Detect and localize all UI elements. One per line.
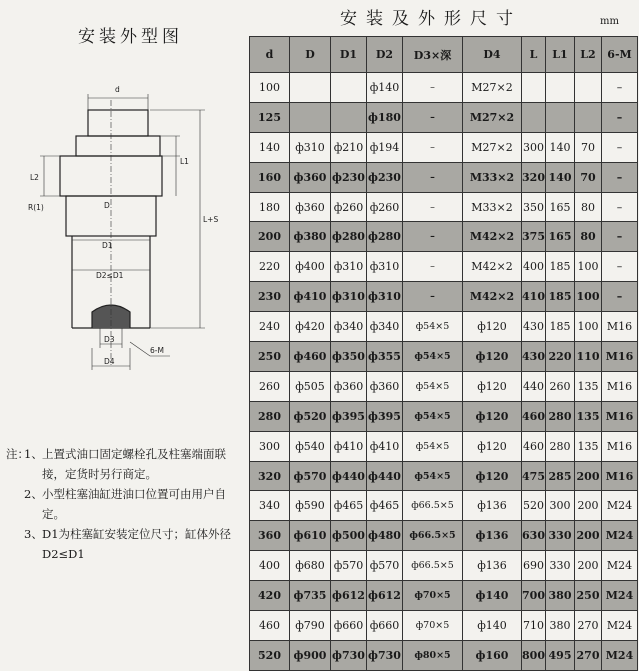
table-row <box>250 640 638 670</box>
table-cell: 200 <box>575 521 602 551</box>
table-cell: 375 <box>522 222 546 252</box>
table-row <box>250 401 638 431</box>
table-cell: 200 <box>575 461 602 491</box>
table-cell: 200 <box>575 551 602 581</box>
table-cell: 220 <box>250 252 290 282</box>
table-cell: M24 <box>602 491 638 521</box>
table-cell: 520 <box>522 491 546 521</box>
table-cell: 300 <box>250 431 290 461</box>
note-number: 1、 <box>24 447 43 461</box>
table-cell: ф460 <box>290 342 331 372</box>
table-cell: M24 <box>602 521 638 551</box>
table-row <box>250 132 638 162</box>
table-cell <box>290 102 331 132</box>
table-row <box>250 342 638 372</box>
table-row <box>250 431 638 461</box>
table-header-row <box>250 37 638 73</box>
table-cell: – <box>602 192 638 222</box>
dim-D-label: D <box>104 201 110 210</box>
table-row <box>250 192 638 222</box>
column-header: L <box>522 37 546 73</box>
column-header: L1 <box>546 37 575 73</box>
table-cell: M42×2 <box>463 282 522 312</box>
table-cell <box>546 102 575 132</box>
table-cell: ф180 <box>367 102 403 132</box>
table-cell: 135 <box>575 431 602 461</box>
table-cell: 430 <box>522 342 546 372</box>
dim-M-label: 6-M <box>150 346 164 355</box>
table-cell: ф140 <box>463 581 522 611</box>
table-cell: ф360 <box>367 371 403 401</box>
table-cell: ф570 <box>290 461 331 491</box>
table-cell: M27×2 <box>463 73 522 103</box>
table-row <box>250 461 638 491</box>
table-cell: ф230 <box>367 162 403 192</box>
table-cell: ф420 <box>290 312 331 342</box>
table-cell: 100 <box>575 282 602 312</box>
table-cell: 185 <box>546 252 575 282</box>
table-cell: M33×2 <box>463 192 522 222</box>
table-cell: 320 <box>250 461 290 491</box>
table-cell: ф140 <box>463 611 522 641</box>
table-cell: 260 <box>250 371 290 401</box>
dimension-table <box>249 36 638 671</box>
table-cell: 495 <box>546 640 575 670</box>
table-cell: 280 <box>546 431 575 461</box>
table-cell: ф120 <box>463 431 522 461</box>
table-cell: 250 <box>575 581 602 611</box>
table-cell: – <box>602 162 638 192</box>
dim-LS-label: L+S <box>203 215 219 224</box>
dim-d-label: d <box>115 85 120 94</box>
table-row <box>250 371 638 401</box>
table-row <box>250 73 638 103</box>
note-text: 上置式油口固定螺栓孔及柱塞端面联接，定货时另行商定。 <box>42 447 226 481</box>
table-row <box>250 491 638 521</box>
table-cell: ф136 <box>463 551 522 581</box>
table-cell: ф350 <box>331 342 367 372</box>
table-cell: ф80×5 <box>403 640 463 670</box>
table-cell: 300 <box>522 132 546 162</box>
table-cell: – <box>403 162 463 192</box>
table-cell: 70 <box>575 162 602 192</box>
table-cell: ф310 <box>367 252 403 282</box>
table-cell: 280 <box>546 401 575 431</box>
table-cell: ф66.5×5 <box>403 551 463 581</box>
table-cell: ф660 <box>331 611 367 641</box>
table-cell: 475 <box>522 461 546 491</box>
column-header: D <box>290 37 331 73</box>
table-cell: ф54×5 <box>403 342 463 372</box>
table-cell: 690 <box>522 551 546 581</box>
table-cell: 100 <box>250 73 290 103</box>
table-cell: M33×2 <box>463 162 522 192</box>
table-cell: 710 <box>522 611 546 641</box>
installation-diagram <box>0 80 245 380</box>
table-cell: M16 <box>602 431 638 461</box>
table-cell: ф54×5 <box>403 371 463 401</box>
table-cell: ф136 <box>463 521 522 551</box>
table-cell <box>546 73 575 103</box>
table-cell: ф790 <box>290 611 331 641</box>
dim-L2-label: L2 <box>30 173 39 182</box>
table-cell: 350 <box>522 192 546 222</box>
table-cell: 165 <box>546 192 575 222</box>
table-cell: 400 <box>522 252 546 282</box>
dim-D4-label: D4 <box>104 357 115 366</box>
table-cell: ф660 <box>367 611 403 641</box>
table-cell: ф410 <box>331 431 367 461</box>
note-3 <box>6 524 244 564</box>
table-cell: 460 <box>250 611 290 641</box>
table-cell: ф612 <box>367 581 403 611</box>
table-cell: 140 <box>546 162 575 192</box>
table-row <box>250 102 638 132</box>
dim-L1-label: L1 <box>180 157 189 166</box>
table-cell: ф540 <box>290 431 331 461</box>
table-row <box>250 611 638 641</box>
table-cell: – <box>602 222 638 252</box>
table-cell <box>522 102 546 132</box>
table-cell: 140 <box>250 132 290 162</box>
table-row <box>250 312 638 342</box>
table-cell: 110 <box>575 342 602 372</box>
note-number: 3、 <box>24 527 43 541</box>
table-cell: ф260 <box>367 192 403 222</box>
table-cell: M24 <box>602 581 638 611</box>
table-cell: ф500 <box>331 521 367 551</box>
table-cell: 80 <box>575 222 602 252</box>
table-cell <box>522 73 546 103</box>
table-row <box>250 521 638 551</box>
table-cell: 165 <box>546 222 575 252</box>
table-cell: 300 <box>546 491 575 521</box>
table-cell: ф505 <box>290 371 331 401</box>
table-cell: – <box>602 102 638 132</box>
table-cell: ф120 <box>463 401 522 431</box>
table-cell: 140 <box>546 132 575 162</box>
column-header: D2 <box>367 37 403 73</box>
table-cell: ф120 <box>463 371 522 401</box>
table-cell: 285 <box>546 461 575 491</box>
column-header: L2 <box>575 37 602 73</box>
table-cell: 100 <box>575 312 602 342</box>
table-cell: M27×2 <box>463 132 522 162</box>
table-title: 安装及外形尺寸 <box>340 9 522 29</box>
table-cell: – <box>602 73 638 103</box>
column-header: D3×深 <box>403 37 463 73</box>
notes <box>6 444 244 564</box>
table-cell <box>575 73 602 103</box>
table-cell: 400 <box>250 551 290 581</box>
table-cell: ф360 <box>290 162 331 192</box>
table-row <box>250 282 638 312</box>
notes-prefix: 注： <box>6 447 29 461</box>
table-cell: ф194 <box>367 132 403 162</box>
table-cell: – <box>602 132 638 162</box>
table-cell: 630 <box>522 521 546 551</box>
table-cell: ф900 <box>290 640 331 670</box>
diagram-title: 安装外型图 <box>78 27 183 47</box>
table-cell: 330 <box>546 521 575 551</box>
table-cell: 180 <box>250 192 290 222</box>
table-cell: ф230 <box>331 162 367 192</box>
table-cell: ф140 <box>367 73 403 103</box>
table-cell: 200 <box>250 222 290 252</box>
table-cell: M16 <box>602 461 638 491</box>
table-cell: 270 <box>575 611 602 641</box>
table-cell: 260 <box>546 371 575 401</box>
table-row <box>250 252 638 282</box>
table-cell: 135 <box>575 371 602 401</box>
table-cell: ф120 <box>463 461 522 491</box>
table-cell: ф136 <box>463 491 522 521</box>
table-cell: ф210 <box>331 132 367 162</box>
table-row <box>250 551 638 581</box>
table-cell: ф380 <box>290 222 331 252</box>
table-cell: ф730 <box>367 640 403 670</box>
table-cell: 80 <box>575 192 602 222</box>
table-cell: 460 <box>522 431 546 461</box>
table-row <box>250 162 638 192</box>
note-1 <box>6 444 244 484</box>
table-cell: M16 <box>602 371 638 401</box>
table-cell: M42×2 <box>463 252 522 282</box>
table-cell <box>290 73 331 103</box>
dim-Rn-label: R(1) <box>28 203 44 212</box>
table-body <box>250 73 638 671</box>
column-header: 6-M <box>602 37 638 73</box>
table-cell: 360 <box>250 521 290 551</box>
table-cell: 200 <box>575 491 602 521</box>
table-cell: ф465 <box>367 491 403 521</box>
table-cell: 330 <box>546 551 575 581</box>
table-cell: M24 <box>602 640 638 670</box>
table-cell: M24 <box>602 611 638 641</box>
table-cell: ф570 <box>367 551 403 581</box>
table-cell: 135 <box>575 401 602 431</box>
table-cell: 520 <box>250 640 290 670</box>
table-cell: ф612 <box>331 581 367 611</box>
table-cell: ф340 <box>331 312 367 342</box>
table-cell: ф355 <box>367 342 403 372</box>
table-cell <box>331 73 367 103</box>
table-cell: 320 <box>522 162 546 192</box>
table-cell: 125 <box>250 102 290 132</box>
table-cell: – <box>602 252 638 282</box>
table-cell: ф310 <box>367 282 403 312</box>
table-cell: ф680 <box>290 551 331 581</box>
note-text: D1为柱塞缸安装定位尺寸；缸体外径D2≤D1 <box>42 527 232 561</box>
table-cell: – <box>403 73 463 103</box>
column-header: D1 <box>331 37 367 73</box>
unit-label: mm <box>600 16 619 27</box>
table-cell: ф54×5 <box>403 461 463 491</box>
table-cell: 430 <box>522 312 546 342</box>
table-cell: ф395 <box>367 401 403 431</box>
table-cell: 70 <box>575 132 602 162</box>
table-cell: ф70×5 <box>403 581 463 611</box>
note-number: 2、 <box>24 487 43 501</box>
table-cell: – <box>403 222 463 252</box>
table-cell: ф260 <box>331 192 367 222</box>
table-cell <box>331 102 367 132</box>
table-cell: 410 <box>522 282 546 312</box>
table-cell: ф395 <box>331 401 367 431</box>
table-cell: 185 <box>546 312 575 342</box>
table-cell: – <box>403 192 463 222</box>
note-2 <box>6 484 244 524</box>
table-row <box>250 581 638 611</box>
table-cell: ф340 <box>367 312 403 342</box>
table-cell: ф410 <box>367 431 403 461</box>
table-row <box>250 222 638 252</box>
table-cell: ф360 <box>290 192 331 222</box>
column-header: d <box>250 37 290 73</box>
dim-D3-label: D3 <box>104 335 115 344</box>
table-cell: – <box>602 282 638 312</box>
table-cell: 240 <box>250 312 290 342</box>
table-cell: ф280 <box>331 222 367 252</box>
table-cell: 100 <box>575 252 602 282</box>
table-cell: ф70×5 <box>403 611 463 641</box>
table-cell: ф66.5×5 <box>403 491 463 521</box>
dim-D1-label: D1 <box>102 241 113 250</box>
table-cell: 800 <box>522 640 546 670</box>
table-cell: 270 <box>575 640 602 670</box>
table-cell: – <box>403 282 463 312</box>
table-cell: ф440 <box>367 461 403 491</box>
table-cell: ф570 <box>331 551 367 581</box>
table-cell: ф610 <box>290 521 331 551</box>
table-cell: 160 <box>250 162 290 192</box>
table-cell: M27×2 <box>463 102 522 132</box>
table-cell: 280 <box>250 401 290 431</box>
table-cell <box>575 102 602 132</box>
table-cell: ф465 <box>331 491 367 521</box>
table-cell: ф160 <box>463 640 522 670</box>
table-cell: ф310 <box>331 252 367 282</box>
table-cell: M16 <box>602 342 638 372</box>
table-cell: ф440 <box>331 461 367 491</box>
table-cell: ф590 <box>290 491 331 521</box>
table-cell: ф410 <box>290 282 331 312</box>
dim-D2-label: D2≤D1 <box>96 271 124 280</box>
table-cell: ф54×5 <box>403 312 463 342</box>
table-cell: ф310 <box>331 282 367 312</box>
table-cell: ф360 <box>331 371 367 401</box>
table-cell: ф730 <box>331 640 367 670</box>
column-header: D4 <box>463 37 522 73</box>
table-cell: ф310 <box>290 132 331 162</box>
table-cell: 440 <box>522 371 546 401</box>
table-cell: ф54×5 <box>403 431 463 461</box>
table-cell: ф54×5 <box>403 401 463 431</box>
table-cell: 230 <box>250 282 290 312</box>
table-cell: ф280 <box>367 222 403 252</box>
table-cell: 340 <box>250 491 290 521</box>
table-cell: 420 <box>250 581 290 611</box>
table-cell: 220 <box>546 342 575 372</box>
table-cell: – <box>403 132 463 162</box>
table-cell: 460 <box>522 401 546 431</box>
table-cell: 250 <box>250 342 290 372</box>
table-cell: – <box>403 252 463 282</box>
table-cell: ф120 <box>463 312 522 342</box>
note-text: 小型柱塞油缸进油口位置可由用户自定。 <box>42 487 226 521</box>
table-cell: 185 <box>546 282 575 312</box>
table-cell: ф66.5×5 <box>403 521 463 551</box>
table-cell: ф520 <box>290 401 331 431</box>
table-cell: – <box>403 102 463 132</box>
table-cell: 380 <box>546 581 575 611</box>
table-cell: M42×2 <box>463 222 522 252</box>
table-cell: ф400 <box>290 252 331 282</box>
table-cell: 700 <box>522 581 546 611</box>
table-cell: 380 <box>546 611 575 641</box>
table-cell: M16 <box>602 312 638 342</box>
table-cell: M24 <box>602 551 638 581</box>
table-cell: M16 <box>602 401 638 431</box>
table-cell: ф735 <box>290 581 331 611</box>
table-cell: ф120 <box>463 342 522 372</box>
table-cell: ф480 <box>367 521 403 551</box>
